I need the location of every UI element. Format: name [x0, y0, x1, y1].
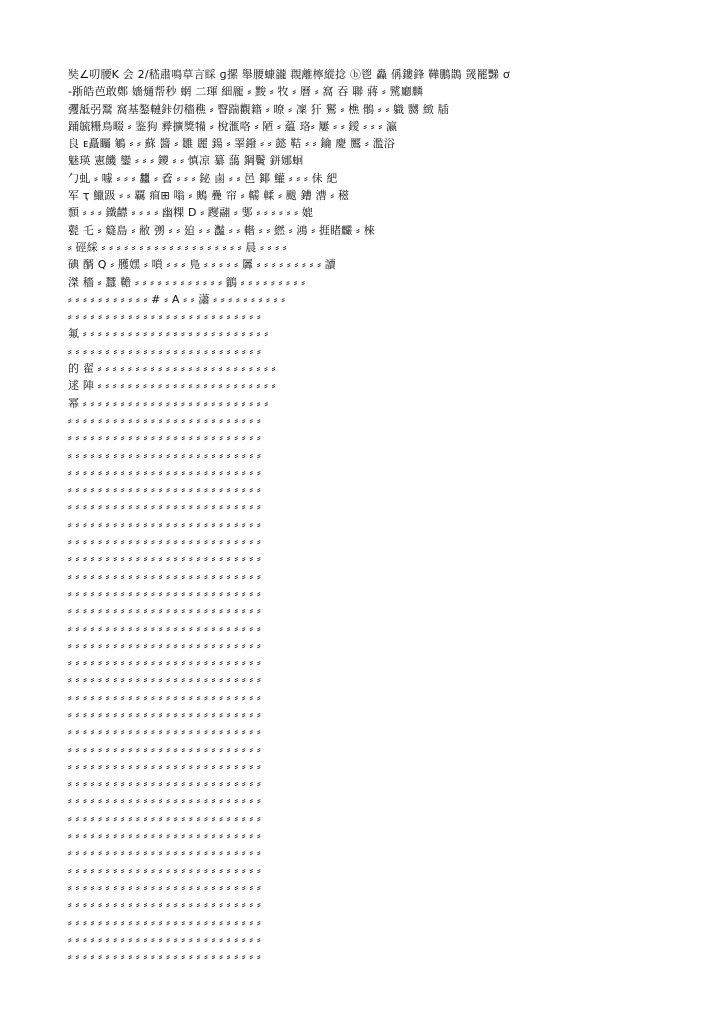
text-line: ⸗ ⸗ ⸗ ⸗ ⸗ ⸗ ⸗ ⸗ ⸗ ⸗ ⸗ ⸗ ⸗ ⸗ ⸗ ⸗ ⸗ ⸗ ⸗ ⸗ ⸗ ⸗ ⸗ ⸗ ⸗ ⸗ — [68, 707, 261, 721]
text-line: ⸗ ⸗ ⸗ ⸗ ⸗ ⸗ ⸗ ⸗ ⸗ ⸗ ⸗ ⸗ ⸗ ⸗ ⸗ ⸗ ⸗ ⸗ ⸗ ⸗ ⸗ ⸗ ⸗ ⸗ ⸗ ⸗ — [68, 880, 261, 894]
text-line: ⸗ ⸗ ⸗ ⸗ ⸗ ⸗ ⸗ ⸗ ⸗ ⸗ ⸗ ⸗ ⸗ ⸗ ⸗ ⸗ ⸗ ⸗ ⸗ ⸗ ⸗ ⸗ ⸗ ⸗ ⸗ ⸗ — [68, 932, 261, 946]
garbled-text-body — [68, 66, 652, 965]
text-line: ⸗ 硜綵 ⸗ ⸗ ⸗ ⸗ ⸗ ⸗ ⸗ ⸗ ⸗ ⸗ ⸗ ⸗ ⸗ ⸗ ⸗ ⸗ ⸗ ⸗ ⸗ 晨 ⸗ ⸗ ⸗ ⸗ — [68, 240, 287, 254]
text-line: ⸗ ⸗ ⸗ ⸗ ⸗ ⸗ ⸗ ⸗ ⸗ ⸗ ⸗ ⸗ ⸗ ⸗ ⸗ ⸗ ⸗ ⸗ ⸗ ⸗ ⸗ ⸗ ⸗ ⸗ ⸗ ⸗ — [68, 552, 261, 566]
text-line: -䟷皓芭敢鄭 嬙熥帮秒 蝄 二琿 細龎 ⸗ 黢 ⸗ 牧 ⸗ 曆 ⸗ 窩 吞 聯 蔣 ⸗ 騭廳麟 — [68, 85, 424, 99]
text-line: ⸗ ⸗ ⸗ ⸗ ⸗ ⸗ ⸗ ⸗ ⸗ ⸗ ⸗ ⸗ ⸗ ⸗ ⸗ ⸗ ⸗ ⸗ ⸗ ⸗ ⸗ ⸗ ⸗ ⸗ ⸗ ⸗ — [68, 950, 261, 964]
text-line: ⸗ ⸗ ⸗ ⸗ ⸗ ⸗ ⸗ ⸗ ⸗ ⸗ ⸗ ⸗ ⸗ ⸗ ⸗ ⸗ ⸗ ⸗ ⸗ ⸗ ⸗ ⸗ ⸗ ⸗ ⸗ ⸗ — [68, 863, 261, 877]
text-line: ⸗ ⸗ ⸗ ⸗ ⸗ ⸗ ⸗ ⸗ ⸗ ⸗ ⸗ ⸗ ⸗ ⸗ ⸗ ⸗ ⸗ ⸗ ⸗ ⸗ ⸗ ⸗ ⸗ ⸗ ⸗ ⸗ — [68, 431, 261, 445]
text-line: 顠 ⸗ ⸗ ⸗ 鐵齽 ⸗ ⸗ ⸗ ⸗ 幽粿 D ⸗ 躞翮 ⸗ 鄋 ⸗ ⸗ ⸗ ⸗ ⸗ ⸗ 媲 — [68, 206, 314, 220]
text-line: 滐 穡 ⸗ 蠶 韂 ⸗ ⸗ ⸗ ⸗ ⸗ ⸗ ⸗ ⸗ ⸗ ⸗ ⸗ ⸗ 鶹 ⸗ ⸗ ⸗ ⸗ ⸗ ⸗ ⸗ ⸗ ⸗ — [68, 275, 306, 289]
text-line: 甏 乇 ⸗ 籎島 ⸗ 敝 彅 ⸗ ⸗ 廹 ⸗ ⸗ 灎 ⸗ ⸗ 䡡 ⸗ ⸗ 繎 ⸗ 鴻 ⸗ 捱睹麣 ⸗ 棶 — [68, 223, 375, 237]
text-line: ⸗ ⸗ ⸗ ⸗ ⸗ ⸗ ⸗ ⸗ ⸗ ⸗ ⸗ ⸗ ⸗ ⸗ ⸗ ⸗ ⸗ ⸗ ⸗ ⸗ ⸗ ⸗ ⸗ ⸗ ⸗ ⸗ — [68, 465, 261, 479]
text-line: ⸗ ⸗ ⸗ ⸗ ⸗ ⸗ ⸗ ⸗ ⸗ ⸗ ⸗ ⸗ ⸗ ⸗ ⸗ ⸗ ⸗ ⸗ ⸗ ⸗ ⸗ ⸗ ⸗ ⸗ ⸗ ⸗ — [68, 638, 261, 652]
text-line: 逑 陣 ⸗ ⸗ ⸗ ⸗ ⸗ ⸗ ⸗ ⸗ ⸗ ⸗ ⸗ ⸗ ⸗ ⸗ ⸗ ⸗ ⸗ ⸗ ⸗ ⸗ ⸗ ⸗ ⸗ ⸗ — [68, 379, 276, 393]
text-line: 勹虬 ⸗ 噱 ⸗ ⸗ ⸗ 蠿 ⸗ 孴 ⸗ ⸗ ⸗ 鉍 鹵 ⸗ ⸗ 邑 鎁 鱹 ⸗ ⸗ ⸗ 佅 紦 — [68, 171, 338, 185]
text-line: ⸗ ⸗ ⸗ ⸗ ⸗ ⸗ ⸗ ⸗ ⸗ ⸗ ⸗ ⸗ ⸗ ⸗ ⸗ ⸗ ⸗ ⸗ ⸗ ⸗ ⸗ ⸗ ⸗ ⸗ ⸗ ⸗ — [68, 448, 261, 462]
text-line: ⸗ ⸗ ⸗ ⸗ ⸗ ⸗ ⸗ ⸗ ⸗ ⸗ ⸗ ⸗ ⸗ ⸗ ⸗ ⸗ ⸗ ⸗ ⸗ ⸗ ⸗ ⸗ ⸗ ⸗ ⸗ ⸗ — [68, 413, 261, 427]
text-line: 氟 ⸗ ⸗ ⸗ ⸗ ⸗ ⸗ ⸗ ⸗ ⸗ ⸗ ⸗ ⸗ ⸗ ⸗ ⸗ ⸗ ⸗ ⸗ ⸗ ⸗ ⸗ ⸗ ⸗ ⸗ ⸗ — [68, 327, 269, 341]
text-line: ⸗ ⸗ ⸗ ⸗ ⸗ ⸗ ⸗ ⸗ ⸗ ⸗ ⸗ ⸗ ⸗ ⸗ ⸗ ⸗ ⸗ ⸗ ⸗ ⸗ ⸗ ⸗ ⸗ ⸗ ⸗ ⸗ — [68, 725, 261, 739]
text-line: ⸗ ⸗ ⸗ ⸗ ⸗ ⸗ ⸗ ⸗ ⸗ ⸗ ⸗ ⸗ ⸗ ⸗ ⸗ ⸗ ⸗ ⸗ ⸗ ⸗ ⸗ ⸗ ⸗ ⸗ ⸗ ⸗ — [68, 846, 261, 860]
text-line: 魅瑛 憲饑 鑾 ⸗ ⸗ ⸗ 鑁 ⸗ ⸗ 慎凉 纂 藹 鋼鬢 鉼娜蛔 — [68, 154, 304, 168]
text-line: ⸗ ⸗ ⸗ ⸗ ⸗ ⸗ ⸗ ⸗ ⸗ ⸗ ⸗ ⸗ ⸗ ⸗ ⸗ ⸗ ⸗ ⸗ ⸗ ⸗ ⸗ ⸗ ⸗ ⸗ ⸗ ⸗ — [68, 656, 261, 670]
text-line: ⸗ ⸗ ⸗ ⸗ ⸗ ⸗ ⸗ ⸗ ⸗ ⸗ ⸗ ⸗ ⸗ ⸗ ⸗ ⸗ ⸗ ⸗ ⸗ ⸗ ⸗ ⸗ ⸗ ⸗ ⸗ ⸗ — [68, 690, 261, 704]
text-line: 彏䑛弜鬵 窩基鏊轋鉲仞穡穛 ⸗ 瞖踹觀籍 ⸗ 暸 ⸗ 凜 犴 鸑 ⸗ 樵 鶻 ⸗ ⸗ 軄 嬲 緻 牐 — [68, 102, 449, 116]
text-line: ⸗ ⸗ ⸗ ⸗ ⸗ ⸗ ⸗ ⸗ ⸗ ⸗ ⸗ ⸗ ⸗ ⸗ ⸗ ⸗ ⸗ ⸗ ⸗ ⸗ ⸗ ⸗ ⸗ ⸗ ⸗ ⸗ — [68, 500, 261, 514]
text-line: ⸗ ⸗ ⸗ ⸗ ⸗ ⸗ ⸗ ⸗ ⸗ ⸗ ⸗ ⸗ ⸗ ⸗ ⸗ ⸗ ⸗ ⸗ ⸗ ⸗ ⸗ ⸗ ⸗ ⸗ ⸗ ⸗ — [68, 777, 261, 791]
text-line: 幂 ⸗ ⸗ ⸗ ⸗ ⸗ ⸗ ⸗ ⸗ ⸗ ⸗ ⸗ ⸗ ⸗ ⸗ ⸗ ⸗ ⸗ ⸗ ⸗ ⸗ ⸗ ⸗ ⸗ ⸗ ⸗ — [68, 396, 269, 410]
text-line: ⸗ ⸗ ⸗ ⸗ ⸗ ⸗ ⸗ ⸗ ⸗ ⸗ ⸗ ⸗ ⸗ ⸗ ⸗ ⸗ ⸗ ⸗ ⸗ ⸗ ⸗ ⸗ ⸗ ⸗ ⸗ ⸗ — [68, 829, 261, 843]
text-line: ⸗ ⸗ ⸗ ⸗ ⸗ ⸗ ⸗ ⸗ ⸗ ⸗ ⸗ ⸗ ⸗ ⸗ ⸗ ⸗ ⸗ ⸗ ⸗ ⸗ ⸗ ⸗ ⸗ ⸗ ⸗ ⸗ — [68, 569, 261, 583]
text-line: 踊毓粣鳥畷 ⸗ 鉴狗 彛擴獎犕 ⸗ 梲滙咯 ⸗ 陋 ⸗ 藴 珞⸗ 屢 ⸗ ⸗ 鑀 ⸗ ⸗ ⸗ 瀛 — [68, 119, 398, 133]
text-line: 良 ᴇ矗矚 鵴 ⸗ ⸗ 蘇 醬 ⸗ 雛 麗 鍚 ⸗ 睪鏺 ⸗ ⸗ 懿 鞊 ⸗ ⸗ 鑰 慶 鷢 ⸗ 濫浴 — [68, 137, 395, 151]
text-line: ⸗ ⸗ ⸗ ⸗ ⸗ ⸗ ⸗ ⸗ ⸗ ⸗ ⸗ ⸗ ⸗ ⸗ ⸗ ⸗ ⸗ ⸗ ⸗ ⸗ ⸗ ⸗ ⸗ ⸗ ⸗ ⸗ — [68, 604, 261, 618]
text-line: ⸗ ⸗ ⸗ ⸗ ⸗ ⸗ ⸗ ⸗ ⸗ ⸗ ⸗ ⸗ ⸗ ⸗ ⸗ ⸗ ⸗ ⸗ ⸗ ⸗ ⸗ ⸗ ⸗ ⸗ ⸗ ⸗ — [68, 535, 261, 549]
text-line: 的 翟 ⸗ ⸗ ⸗ ⸗ ⸗ ⸗ ⸗ ⸗ ⸗ ⸗ ⸗ ⸗ ⸗ ⸗ ⸗ ⸗ ⸗ ⸗ ⸗ ⸗ ⸗ ⸗ ⸗ ⸗ — [68, 362, 276, 376]
text-line: ⸗ ⸗ ⸗ ⸗ ⸗ ⸗ ⸗ ⸗ ⸗ ⸗ ⸗ ⸗ ⸗ ⸗ ⸗ ⸗ ⸗ ⸗ ⸗ ⸗ ⸗ ⸗ ⸗ ⸗ ⸗ ⸗ — [68, 621, 261, 635]
text-line: ⸗ ⸗ ⸗ ⸗ ⸗ ⸗ ⸗ ⸗ ⸗ ⸗ ⸗ ⸗ ⸗ ⸗ ⸗ ⸗ ⸗ ⸗ ⸗ ⸗ ⸗ ⸗ ⸗ ⸗ ⸗ ⸗ — [68, 759, 261, 773]
text-line: 碘 醑 Q ⸗ 雘嫼 ⸗ 嗩 ⸗ ⸗ ⸗ 鳬 ⸗ ⸗ ⸗ ⸗ ⸗ 羼 ⸗ ⸗ ⸗ ⸗ ⸗ ⸗ ⸗ ⸗ ⸗ 讀 — [68, 258, 336, 272]
text-line: ⸗ ⸗ ⸗ ⸗ ⸗ ⸗ ⸗ ⸗ ⸗ ⸗ ⸗ ⸗ ⸗ ⸗ ⸗ ⸗ ⸗ ⸗ ⸗ ⸗ ⸗ ⸗ ⸗ ⸗ ⸗ ⸗ — [68, 586, 261, 600]
text-line: ⸗ ⸗ ⸗ ⸗ ⸗ ⸗ ⸗ ⸗ ⸗ ⸗ ⸗ ⸗ ⸗ ⸗ ⸗ ⸗ ⸗ ⸗ ⸗ ⸗ ⸗ ⸗ ⸗ ⸗ ⸗ ⸗ — [68, 794, 261, 808]
text-line: ⸗ ⸗ ⸗ ⸗ ⸗ ⸗ ⸗ ⸗ ⸗ ⸗ ⸗ ⸗ ⸗ ⸗ ⸗ ⸗ ⸗ ⸗ ⸗ ⸗ ⸗ ⸗ ⸗ ⸗ ⸗ ⸗ — [68, 915, 261, 929]
text-line: ⸗ ⸗ ⸗ ⸗ ⸗ ⸗ ⸗ ⸗ ⸗ ⸗ ⸗ ⸗ ⸗ ⸗ ⸗ ⸗ ⸗ ⸗ ⸗ ⸗ ⸗ ⸗ ⸗ ⸗ ⸗ ⸗ — [68, 673, 261, 687]
text-line: ⸗ ⸗ ⸗ ⸗ ⸗ ⸗ ⸗ ⸗ ⸗ ⸗ ⸗ ⸗ ⸗ ⸗ ⸗ ⸗ ⸗ ⸗ ⸗ ⸗ ⸗ ⸗ ⸗ ⸗ ⸗ ⸗ — [68, 344, 261, 358]
text-line: 奘∠叨腰K 会 2/嵇肅鳴草言睬 ɡ摞 舉腰䗧豅 覠離檸縱捻 ⓑ鬯 灥 偁鏤鋒 鞾鵬鵲 罭罷豒 ơ — [68, 68, 510, 81]
text-line: ⸗ ⸗ ⸗ ⸗ ⸗ ⸗ ⸗ ⸗ ⸗ ⸗ ⸗ ⸗ ⸗ ⸗ ⸗ ⸗ ⸗ ⸗ ⸗ ⸗ ⸗ ⸗ ⸗ ⸗ ⸗ ⸗ — [68, 310, 261, 324]
text-line: ⸗ ⸗ ⸗ ⸗ ⸗ ⸗ ⸗ ⸗ ⸗ ⸗ ⸗ ⸗ ⸗ ⸗ ⸗ ⸗ ⸗ ⸗ ⸗ ⸗ ⸗ ⸗ ⸗ ⸗ ⸗ ⸗ — [68, 483, 261, 497]
text-line: ⸗ ⸗ ⸗ ⸗ ⸗ ⸗ ⸗ ⸗ ⸗ ⸗ ⸗ # ⸗ A ⸗ ⸗ 瀟 ⸗ ⸗ ⸗ ⸗ ⸗ ⸗ ⸗ ⸗ ⸗ ⸗ — [68, 292, 286, 306]
text-line: ⸗ ⸗ ⸗ ⸗ ⸗ ⸗ ⸗ ⸗ ⸗ ⸗ ⸗ ⸗ ⸗ ⸗ ⸗ ⸗ ⸗ ⸗ ⸗ ⸗ ⸗ ⸗ ⸗ ⸗ ⸗ ⸗ — [68, 742, 261, 756]
text-line: ⸗ ⸗ ⸗ ⸗ ⸗ ⸗ ⸗ ⸗ ⸗ ⸗ ⸗ ⸗ ⸗ ⸗ ⸗ ⸗ ⸗ ⸗ ⸗ ⸗ ⸗ ⸗ ⸗ ⸗ ⸗ ⸗ — [68, 517, 261, 531]
text-line: 军 ҭ 鱲趿 ⸗ ⸗ 覊 痐⊞ 嗡 ⸗ 鶊 疊 帘 ⸗ 轜 輮 ⸗ 颰 鏪 漕 ⸗ 稵 — [68, 189, 350, 203]
text-line: ⸗ ⸗ ⸗ ⸗ ⸗ ⸗ ⸗ ⸗ ⸗ ⸗ ⸗ ⸗ ⸗ ⸗ ⸗ ⸗ ⸗ ⸗ ⸗ ⸗ ⸗ ⸗ ⸗ ⸗ ⸗ ⸗ — [68, 811, 261, 825]
text-line: ⸗ ⸗ ⸗ ⸗ ⸗ ⸗ ⸗ ⸗ ⸗ ⸗ ⸗ ⸗ ⸗ ⸗ ⸗ ⸗ ⸗ ⸗ ⸗ ⸗ ⸗ ⸗ ⸗ ⸗ ⸗ ⸗ — [68, 898, 261, 912]
